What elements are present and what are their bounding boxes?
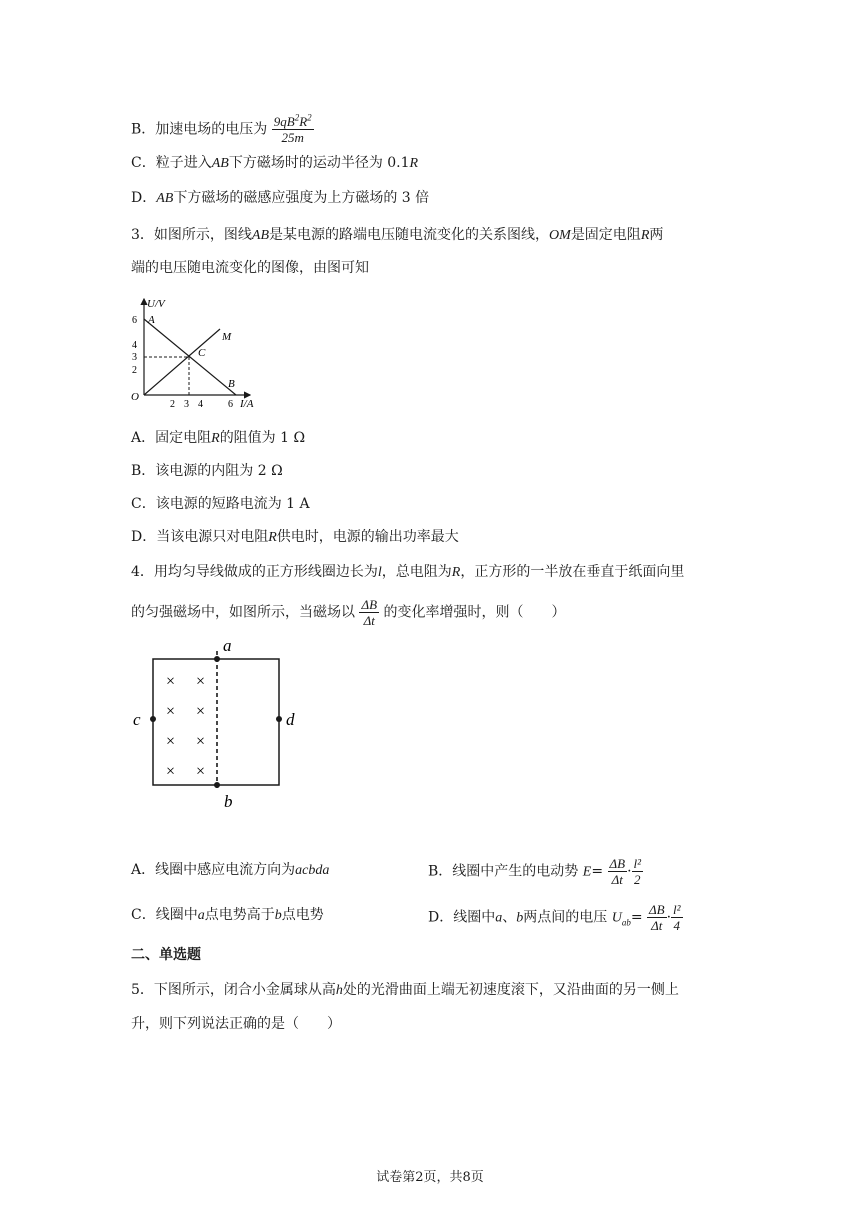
- t: AB: [211, 156, 229, 171]
- t: ab: [621, 917, 631, 928]
- t: a: [495, 910, 503, 926]
- label-d: d: [286, 710, 295, 729]
- x-tick-4: 4: [198, 399, 203, 410]
- page-footer: 试卷第2页，共8页: [376, 1170, 484, 1185]
- point-b-label: B: [228, 378, 235, 390]
- t: 下方磁场的磁感应强度为上方磁场的 3 倍: [173, 190, 430, 206]
- uab-frac-2: [671, 902, 683, 933]
- frac-sup-b: 2: [307, 112, 312, 123]
- x-tick-6: 6: [228, 399, 233, 410]
- y-tick-4: 4: [132, 340, 137, 351]
- field-mark: ×: [196, 763, 206, 780]
- q3-stem-line1: [131, 225, 663, 246]
- field-mark: ×: [196, 703, 206, 720]
- q3-option-d: [131, 527, 459, 548]
- t: Δt: [611, 872, 623, 887]
- t: 是某电源的路端电压随电流变化的关系图线，: [269, 227, 550, 243]
- x-tick-2: 2: [170, 399, 175, 410]
- t: b: [516, 910, 524, 926]
- x-axis-label: I/A: [240, 398, 254, 410]
- q2-option-b-text: B．加速电场的电压为: [131, 121, 268, 138]
- t: ，总电阻为: [381, 564, 452, 580]
- t: 两点间的电压: [523, 909, 608, 926]
- q5-stem-line1: [131, 980, 679, 1001]
- frac-num-a: 9qB: [273, 114, 295, 129]
- point-m-label: M: [222, 331, 232, 343]
- origin-label: O: [131, 391, 139, 403]
- point-a-label: A: [148, 314, 155, 326]
- t: R: [268, 530, 277, 545]
- t: ，正方形的一半放在垂直于纸面向里: [460, 564, 685, 580]
- t: l: [377, 565, 382, 580]
- q2-option-c: [131, 153, 418, 174]
- t: ·: [627, 863, 632, 880]
- t: ΔB: [649, 902, 665, 917]
- t: AB: [156, 191, 174, 206]
- magnetic-field-marks: [166, 673, 205, 780]
- t: B．线圈中产生的电动势: [428, 863, 579, 880]
- section-heading: 二、单选题: [131, 947, 201, 963]
- t: 的阻值为 1 Ω: [219, 430, 306, 446]
- t: ·: [666, 909, 672, 926]
- field-mark: ×: [196, 673, 206, 690]
- t: =: [591, 863, 604, 880]
- q4-option-d: [428, 902, 683, 933]
- t: 两: [649, 227, 664, 243]
- t: E: [582, 864, 592, 880]
- t: h: [335, 983, 343, 998]
- t: R: [451, 565, 461, 580]
- uab-frac-1: [647, 902, 667, 933]
- t: l²: [633, 856, 642, 871]
- field-mark: ×: [166, 733, 176, 750]
- t: 3．如图所示，图线: [131, 227, 252, 243]
- t: OM: [549, 228, 571, 243]
- q4-option-c: [131, 905, 324, 926]
- t: R: [211, 431, 220, 446]
- t: 处的光滑曲面上端无初速度滚下，又沿曲面的另一侧上: [342, 982, 679, 998]
- q2-option-d: [131, 188, 429, 209]
- q3-option-a: [131, 428, 305, 449]
- t: A．线圈中感应电流方向为: [131, 862, 296, 878]
- point-c: [150, 716, 156, 722]
- t: acbda: [295, 863, 330, 878]
- t: 供电时，电源的输出功率最大: [276, 529, 459, 545]
- t: l²: [673, 902, 681, 917]
- point-d: [276, 716, 282, 722]
- y-tick-2: 2: [132, 365, 137, 376]
- voltage-fraction: [272, 114, 314, 145]
- y-tick-6: 6: [132, 315, 137, 326]
- label-c: c: [133, 710, 141, 729]
- q3-option-c: C．该电源的短路电流为 1 A: [131, 496, 310, 512]
- t: 4: [673, 918, 681, 933]
- field-mark: ×: [196, 733, 206, 750]
- t: R: [409, 156, 419, 171]
- frac-sup-a: 2: [294, 112, 300, 123]
- t: 5．下图所示，闭合小金属球从高: [131, 982, 336, 998]
- t: D．线圈中: [428, 909, 496, 926]
- frac-den: 25m: [281, 130, 304, 145]
- t: 下方磁场时的运动半径为 0.1: [228, 155, 410, 171]
- t: b: [274, 908, 282, 923]
- t: D．当该电源只对电阻: [131, 529, 269, 545]
- point-c-label: C: [198, 347, 206, 359]
- emf-frac-1: [608, 856, 628, 887]
- t: 2: [634, 872, 641, 887]
- emf-frac-2: [632, 856, 644, 887]
- t: =: [630, 909, 643, 926]
- field-mark: ×: [166, 703, 176, 720]
- t: 4．用均匀导线做成的正方形线圈边长为: [131, 564, 378, 580]
- label-a: a: [223, 636, 232, 655]
- y-axis-label: U/V: [147, 298, 165, 310]
- q2-option-b: [131, 114, 314, 145]
- q3-option-b: B．该电源的内阻为 2 Ω: [131, 463, 283, 479]
- t: a: [197, 908, 205, 923]
- q4-stem-line1: [131, 562, 684, 583]
- q5-stem-line2: 升，则下列说法正确的是（ ）: [131, 1016, 341, 1032]
- field-mark: ×: [166, 673, 176, 690]
- rate-fraction: [359, 597, 379, 628]
- t: Δt: [651, 918, 663, 933]
- y-tick-3: 3: [132, 352, 137, 363]
- t: ΔB: [609, 856, 626, 871]
- q4-option-a: [131, 860, 329, 881]
- t: U: [611, 910, 622, 926]
- t: 的变化率增强时，则（ ）: [383, 604, 566, 621]
- t: 的匀强磁场中，如图所示，当磁场以: [131, 604, 355, 621]
- t: D．: [131, 190, 157, 206]
- frac-num-r: R: [299, 114, 308, 129]
- t: 点电势高于: [204, 907, 275, 923]
- field-mark: ×: [166, 763, 176, 780]
- t: 是固定电阻: [570, 227, 641, 243]
- t: A．固定电阻: [131, 430, 212, 446]
- q3-stem-line2: 端的电压随电流变化的图像，由图可知: [131, 260, 369, 276]
- ui-graph: [128, 293, 268, 415]
- t: 点电势: [281, 907, 324, 923]
- t: Δt: [363, 613, 375, 628]
- label-b: b: [224, 792, 233, 811]
- line-om: [144, 329, 220, 395]
- point-a: [214, 656, 220, 662]
- t: ΔB: [361, 597, 378, 612]
- coil-diagram: [128, 635, 308, 815]
- t: 、: [502, 909, 517, 926]
- x-tick-3: 3: [184, 399, 189, 410]
- t: C．线圈中: [131, 907, 198, 923]
- point-b: [214, 782, 220, 788]
- t: C．粒子进入: [131, 155, 212, 171]
- q4-option-b: [428, 856, 643, 887]
- q4-stem-line2: [131, 597, 565, 628]
- t: AB: [251, 228, 270, 243]
- t: R: [640, 228, 650, 243]
